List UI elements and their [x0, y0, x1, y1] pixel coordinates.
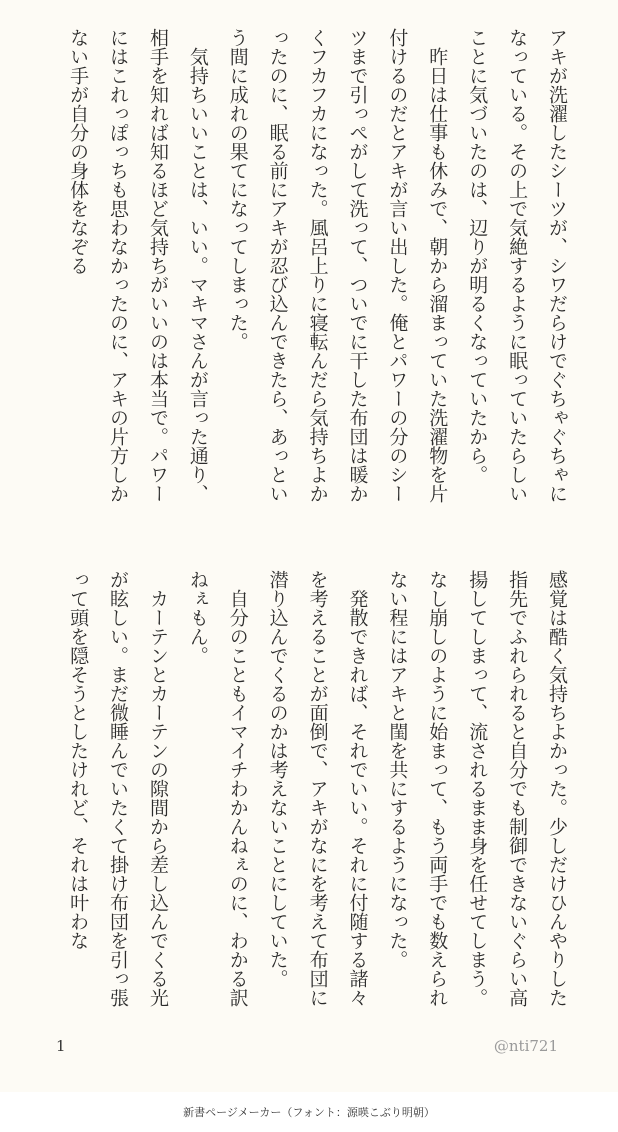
paragraph: 感覚は酷く気持ちよかった。少しだけひんやりした指先でふれられると自分でも制御できないぐらい高揚してしまって、流されるまま身を任せてしまう。なし崩しのように始まって、もう両手でも数えられない程にはアキと閨を共にするようになった。 — [386, 570, 568, 1007]
paragraph: 自分のこともイマイチわかんねぇのに、わかる訳ねぇもん。 — [186, 570, 249, 1007]
author-handle: @nti721 — [493, 1037, 558, 1055]
footer-credit: 新書ページメーカー（フォント：源暎こぶり明朝） — [183, 1106, 435, 1119]
paragraph: カーテンとカーテンの隙間から差し込んでくる光が眩しい。まだ微睡んでいたくて掛け布団を引っ張って頭を隠そうとしたけれど、それは叶わな — [67, 570, 169, 1007]
text-block-upper — [50, 28, 576, 518]
page-number: 1 — [56, 1037, 66, 1055]
paragraph: アキが洗濯したシーツが、シワだらけでぐちゃぐちゃになっている。その上で気絶するように眠っていたらしいことに気づいたのは、辺りが明るくなっていたから。 — [466, 28, 568, 503]
text-block-lower — [50, 570, 576, 1010]
paragraph: 気持ちいいことは、いい。マキマさんが言った通り、相手を知れば知るほど気持ちがいいのは本当で。パワーにはこれっぽっちも思わなかったのに、アキの片方しかない手が自分の身体をなぞる — [67, 28, 209, 503]
paragraph: 昨日は仕事も休みで、朝から溜まっていた洗濯物を片付けるのだとアキが言い出した。俺とパワーの分のシーツまで引っぺがして洗って、ついでに干した布団は暖かくフカフカになった。風呂上りに寝転んだら気持ちよかったのに、眠る前にアキが忍び込んできたら、あっという間に成れの果てになってしまった。 — [226, 28, 449, 503]
paragraph: 発散できれば、それでいい。それに付随する諸々を考えることが面倒で、アキがなにを考えて布団に潜り込んでくるのかは考えないことにしていた。 — [266, 570, 369, 1007]
